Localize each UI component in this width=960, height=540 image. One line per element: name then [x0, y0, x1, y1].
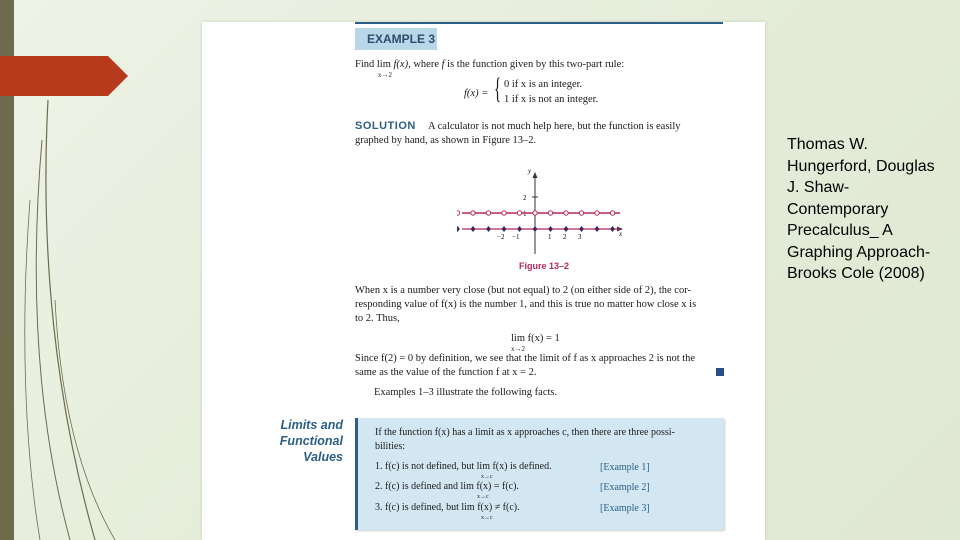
y-tick-1: 1: [523, 210, 527, 218]
fact-item-1-subscript: x→c: [481, 474, 493, 480]
filled-point-mark: [579, 226, 584, 232]
y-tick-2: 2: [523, 194, 527, 202]
fact-item-3: 3. f(c) is defined, but lim f(x) ≠ f(c).: [375, 502, 520, 513]
filled-point-mark: [548, 226, 553, 232]
solution-line-2: graphed by hand, as shown in Figure 13–2.: [355, 135, 537, 146]
brace: {: [494, 72, 502, 105]
filled-point-mark: [610, 226, 615, 232]
source-caption: Thomas W. Hungerford, Douglas J. Shaw- Contemporary Precalculus_ A Graphing Approach-Brooks Cole (2008): [787, 136, 935, 282]
side-heading: [237, 417, 343, 465]
paragraph-2-line-1: Since f(2) = 0 by definition, we see that the limit of f as x approaches 2 is not the: [355, 353, 696, 364]
open-circle-mark: [533, 211, 537, 215]
filled-point-mark: [471, 226, 476, 232]
open-circle-mark: [457, 211, 460, 215]
fact-item-1-ref: [Example 1]: [600, 462, 650, 473]
open-circle-mark: [517, 211, 521, 215]
facts-box: [355, 418, 724, 530]
example-rule: [355, 22, 723, 24]
facts-intro-line-2: bilities:: [375, 441, 405, 452]
filled-point-mark: [595, 226, 600, 232]
limit-expression-subscript: x→2: [511, 345, 525, 353]
open-circle-mark: [471, 211, 475, 215]
fact-item-2-ref: [Example 2]: [600, 482, 650, 493]
open-circle-mark: [502, 211, 506, 215]
y-axis-label: y: [528, 167, 532, 175]
example-statement: Find lim f(x), where f is the function given by this two-part rule:: [355, 59, 625, 70]
filled-point-mark: [564, 226, 569, 232]
side-heading-line-2: Functional Values: [279, 434, 343, 464]
filled-point-mark: [457, 226, 460, 232]
rule-case-1: 0 if x is an integer.: [504, 79, 583, 90]
y-axis-arrowhead: [533, 172, 538, 178]
open-circle-mark: [610, 211, 614, 215]
limit-expression: lim f(x) = 1: [511, 333, 560, 344]
fact-item-2-subscript: x→c: [477, 494, 489, 500]
textbook-page: [202, 22, 765, 540]
solution-line-1: A calculator is not much help here, but the function is easily: [428, 121, 681, 132]
example-heading: EXAMPLE 3: [355, 28, 437, 50]
x-axis-label: x: [619, 230, 623, 238]
limit-subscript: x→2: [378, 71, 392, 79]
open-circle-mark: [595, 211, 599, 215]
rule-case-2: 1 if x is not an integer.: [504, 94, 599, 105]
paragraph-1-line-3: to 2. Thus,: [355, 313, 400, 324]
figure-caption: Figure 13–2: [519, 261, 570, 271]
open-circle-mark: [486, 211, 490, 215]
x-tick-3: 3: [578, 233, 582, 241]
x-tick-2: 2: [563, 233, 567, 241]
filled-point-mark: [486, 226, 491, 232]
rule-lhs: f(x) =: [464, 88, 489, 99]
paragraph-1-line-2: responding value of f(x) is the number 1, and this is true no matter how close x is: [355, 299, 697, 310]
filled-point-mark: [533, 226, 538, 232]
filled-point-mark: [502, 226, 507, 232]
fact-item-2: 2. f(c) is defined and lim f(x) = f(c).: [375, 481, 519, 492]
x-tick-neg1: −1: [512, 233, 520, 241]
end-of-example-marker: [716, 368, 724, 376]
figure-graph: [457, 162, 627, 257]
filled-point-mark: [517, 226, 522, 232]
open-circle-mark: [548, 211, 552, 215]
x-tick-neg2: −2: [497, 233, 505, 241]
decorative-lines: [0, 0, 120, 540]
fact-item-3-subscript: x→c: [481, 515, 493, 521]
open-circle-mark: [579, 211, 583, 215]
side-heading-line-1: Limits and: [280, 418, 343, 432]
paragraph-1-line-1: When x is a number very close (but not equal) to 2 (on either side of 2), the cor-: [355, 285, 691, 296]
solution-heading: SOLUTION: [355, 120, 416, 132]
open-circle-mark: [564, 211, 568, 215]
fact-item-1: 1. f(c) is not defined, but lim f(x) is defined.: [375, 461, 552, 472]
facts-intro-line-1: If the function f(x) has a limit as x approaches c, then there are three possi-: [375, 427, 675, 438]
fact-item-3-ref: [Example 3]: [600, 503, 650, 514]
x-tick-1: 1: [548, 233, 552, 241]
paragraph-2-line-2: same as the value of the function f at x = 2.: [355, 367, 537, 378]
paragraph-3: Examples 1–3 illustrate the following facts.: [374, 387, 558, 398]
